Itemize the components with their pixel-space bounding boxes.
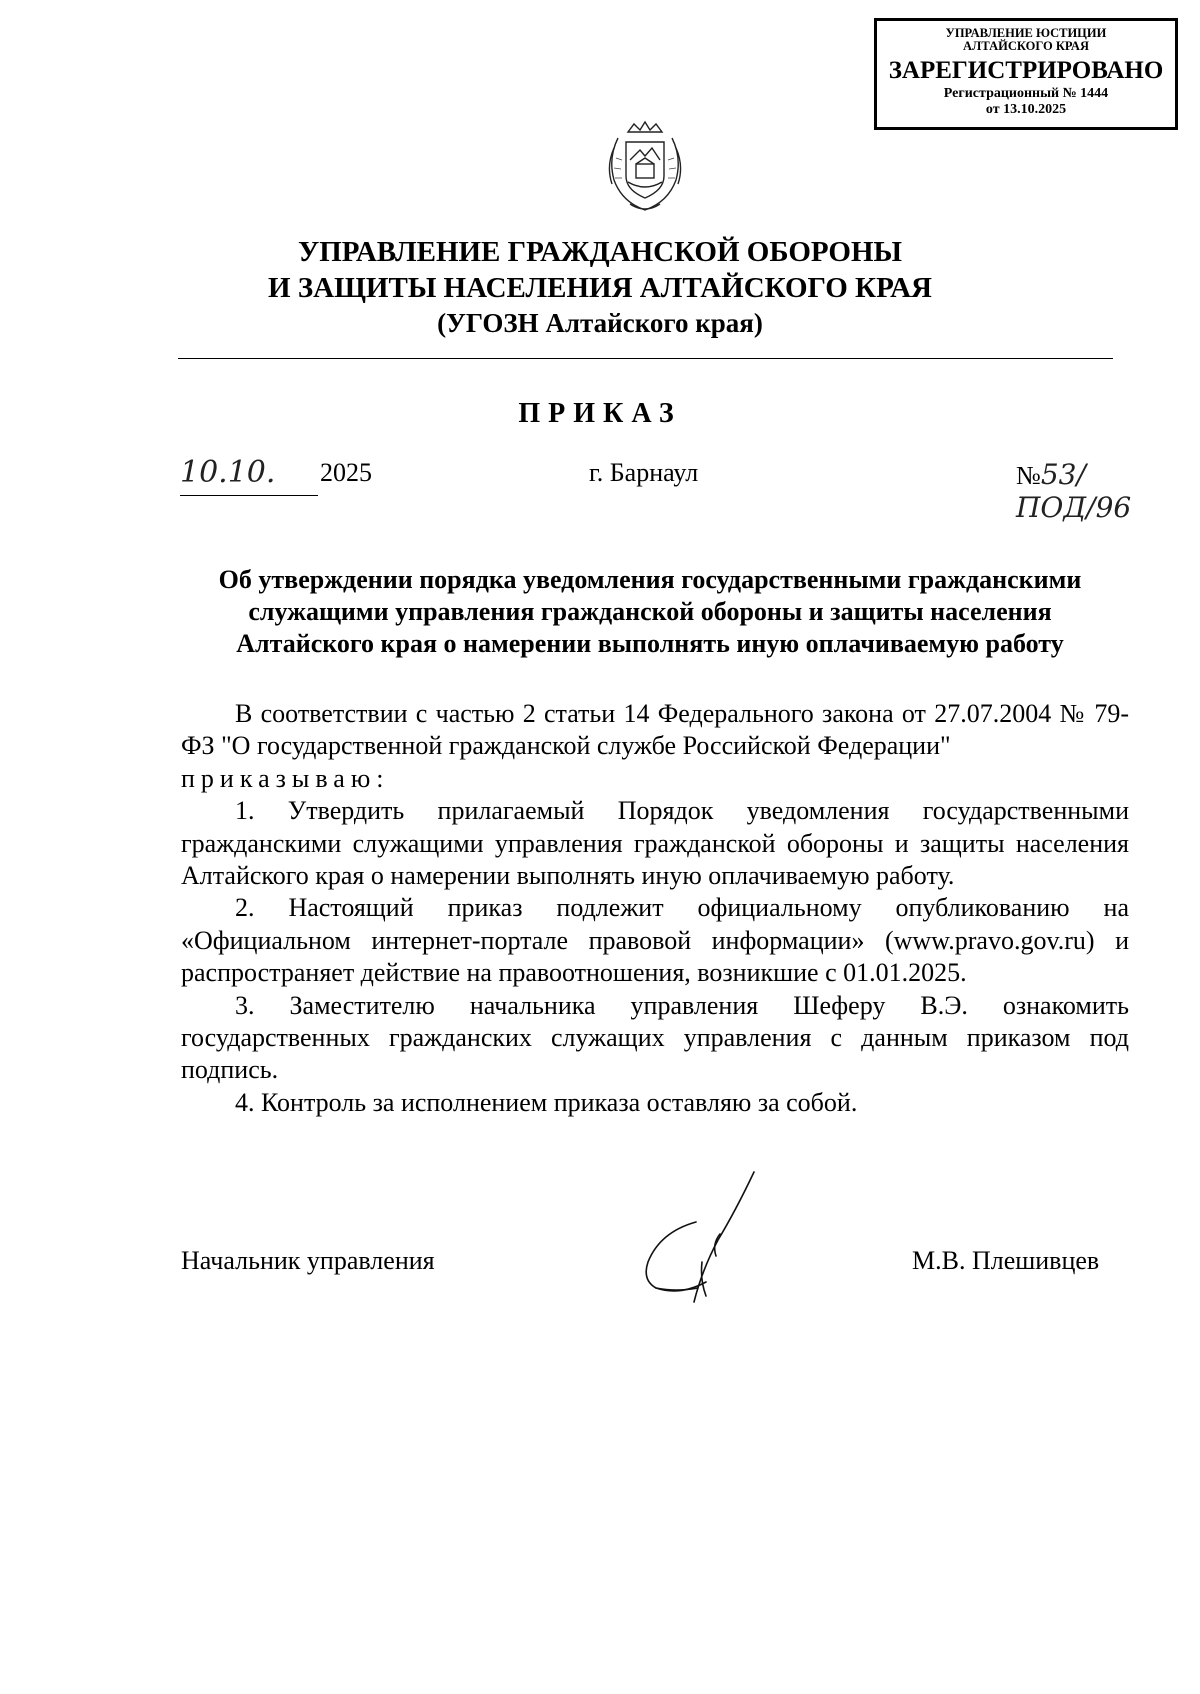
org-name-line2: И ЗАЩИТЫ НАСЕЛЕНИЯ АЛТАЙСКОГО КРАЯ (268, 272, 932, 304)
preamble: В соответствии с частью 2 статьи 14 Федерального закона от 27.07.2004 № 79-ФЗ "О государственной гражданской службе Российской Федерации" (181, 699, 1129, 761)
registration-stamp (874, 18, 1178, 130)
order-number (1016, 458, 1200, 524)
stamp-org-line1: УПРАВЛЕНИЕ ЮСТИЦИИ (945, 26, 1107, 40)
stamp-org-line2: АЛТАЙСКОГО КРАЯ (963, 39, 1089, 53)
order-number-prefix: № (1016, 461, 1041, 490)
stamp-reg-number: Регистрационный № 1444 (943, 86, 1109, 101)
org-short-name: (УГОЗН Алтайского края) (437, 308, 763, 338)
order-word: приказываю: (181, 763, 390, 793)
document-type-title: ПРИКАЗ (518, 398, 682, 429)
document-body (181, 698, 1129, 1119)
org-name-line1: УПРАВЛЕНИЕ ГРАЖДАНСКОЙ ОБОРОНЫ (297, 236, 903, 268)
signer-position: Начальник управления (181, 1246, 435, 1275)
subject-line2: служащими управления гражданской обороны и защиты населения (248, 597, 1052, 626)
city: г. Барнаул (589, 458, 699, 487)
item-4: 4. Контроль за исполнением приказа оставляю за собой. (235, 1087, 858, 1117)
stamp-org (877, 27, 1175, 53)
handwritten-signature-icon (636, 1170, 776, 1310)
stamp-reg-date: от 13.10.2025 (985, 102, 1067, 117)
order-number-handwritten: 53/ПОД/96 (1016, 458, 1132, 524)
coat-of-arms-icon (600, 118, 690, 214)
handwritten-date-text: 10.10. (180, 455, 276, 490)
header-divider (178, 358, 1113, 359)
handwritten-date (180, 455, 318, 496)
signer-name: М.В. Плешивцев (912, 1246, 1100, 1275)
item-3: 3. Заместителю начальника управления Шеферу В.Э. ознакомить государственных гражданских служащих управления с данным приказом под подпись. (181, 990, 1129, 1085)
stamp-status: ЗАРЕГИСТРИРОВАНО (888, 57, 1164, 84)
item-2: 2. Настоящий приказ подлежит официальному опубликованию на «Официальном интернет-портале правовой информации» (www.pravo.gov.ru) и распространяет действие на правоотношения, возникшие с 01.01.2025. (181, 893, 1129, 988)
document-subject (140, 564, 1160, 660)
date-year: 2025 (320, 458, 372, 487)
subject-line1: Об утверждении порядка уведомления государственными гражданскими (218, 565, 1082, 594)
subject-line3: Алтайского края о намерении выполнять иную оплачиваемую работу (236, 629, 1064, 658)
item-1: 1. Утвердить прилагаемый Порядок уведомления государственными гражданскими служащими управления гражданской обороны и защиты населения Алтайского края о намерении выполнять иную оплачиваемую работу. (181, 796, 1129, 891)
